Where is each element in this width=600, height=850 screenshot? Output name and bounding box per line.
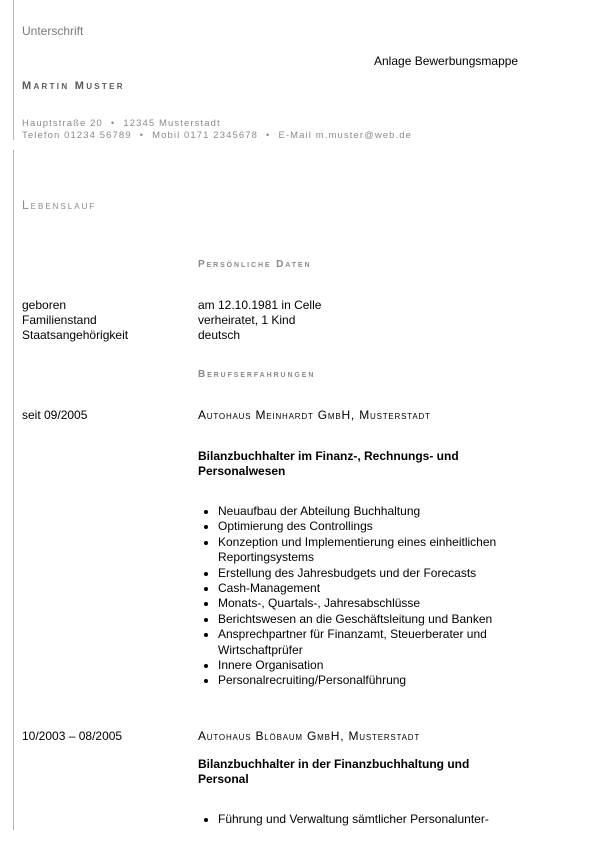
section-experience-heading: Berufserfahrungen: [198, 369, 316, 380]
list-item: • Konzeption und Implementierung eines einheitlichen Reportingsystems: [218, 535, 518, 566]
job-1-period: seit 09/2005: [22, 408, 88, 422]
applicant-name: [22, 80, 125, 92]
signature-label: Unterschrift: [22, 24, 84, 38]
list-item: • Personalrecruiting/Personalführung: [218, 673, 518, 688]
list-item: • Cash-Management: [218, 581, 518, 596]
section-personal-heading: Persönliche Daten: [198, 259, 312, 270]
label-nationality: Staatsangehörigkeit: [22, 328, 129, 342]
value-born: am 12.10.1981 in Celle: [198, 298, 322, 312]
contact-line: [22, 130, 412, 141]
value-nationality: deutsch: [198, 328, 241, 342]
value-marital-status: verheiratet, 1 Kind: [198, 313, 296, 327]
margin-rule-main: [13, 150, 14, 830]
list-item: • Optimierung des Controllings: [218, 519, 518, 534]
mobile: Mobil 0171 2345678: [152, 130, 258, 141]
list-item: • Berichtswesen an die Geschäftsleitung und Banken: [218, 612, 518, 627]
separator: •: [139, 130, 145, 141]
list-item: • Monats-, Quartals-, Jahresabschlüsse: [218, 596, 518, 611]
job-2-company: Autohaus Blöbaum GmbH, Musterstadt: [198, 729, 421, 743]
job-1-company: Autohaus Meinhardt GmbH, Musterstadt: [198, 408, 431, 422]
list-item: • Erstellung des Jahresbudgets und der Forecasts: [218, 566, 518, 581]
applicant-name-text: Martin Muster: [22, 80, 125, 92]
job-1-role: Bilanzbuchhalter im Finanz-, Rechnungs- und Personalwesen: [198, 449, 459, 478]
list-item: • Neuaufbau der Abteilung Buchhaltung: [218, 504, 518, 519]
job-1-task-list: [198, 504, 518, 689]
label-marital-status: Familienstand: [22, 313, 97, 327]
attachment-label: Anlage Bewerbungsmappe: [374, 54, 519, 68]
job-2-period: 10/2003 – 08/2005: [22, 729, 123, 743]
address-line: [22, 118, 221, 129]
page-title: Lebenslauf: [22, 198, 97, 212]
job-2-task-list: [198, 812, 518, 827]
street: Hauptstraße 20: [22, 118, 103, 129]
list-item: • Ansprechpartner für Finanzamt, Steuerberater und Wirtschaftprüfer: [218, 627, 518, 658]
separator: •: [266, 130, 271, 141]
label-born: geboren: [22, 298, 67, 312]
phone: Telefon 01234 56789: [22, 130, 132, 141]
separator: •: [110, 118, 116, 129]
list-item: • Führung und Verwaltung sämtlicher Personalunter-: [218, 812, 518, 827]
margin-rule-top: [13, 0, 14, 140]
list-item: • Innere Organisation: [218, 658, 518, 673]
job-2-role: Bilanzbuchhalter in der Finanzbuchhaltung und Personal: [198, 757, 470, 786]
city: 12345 Musterstadt: [123, 118, 221, 129]
email: E-Mail m.muster@web.de: [278, 130, 413, 141]
